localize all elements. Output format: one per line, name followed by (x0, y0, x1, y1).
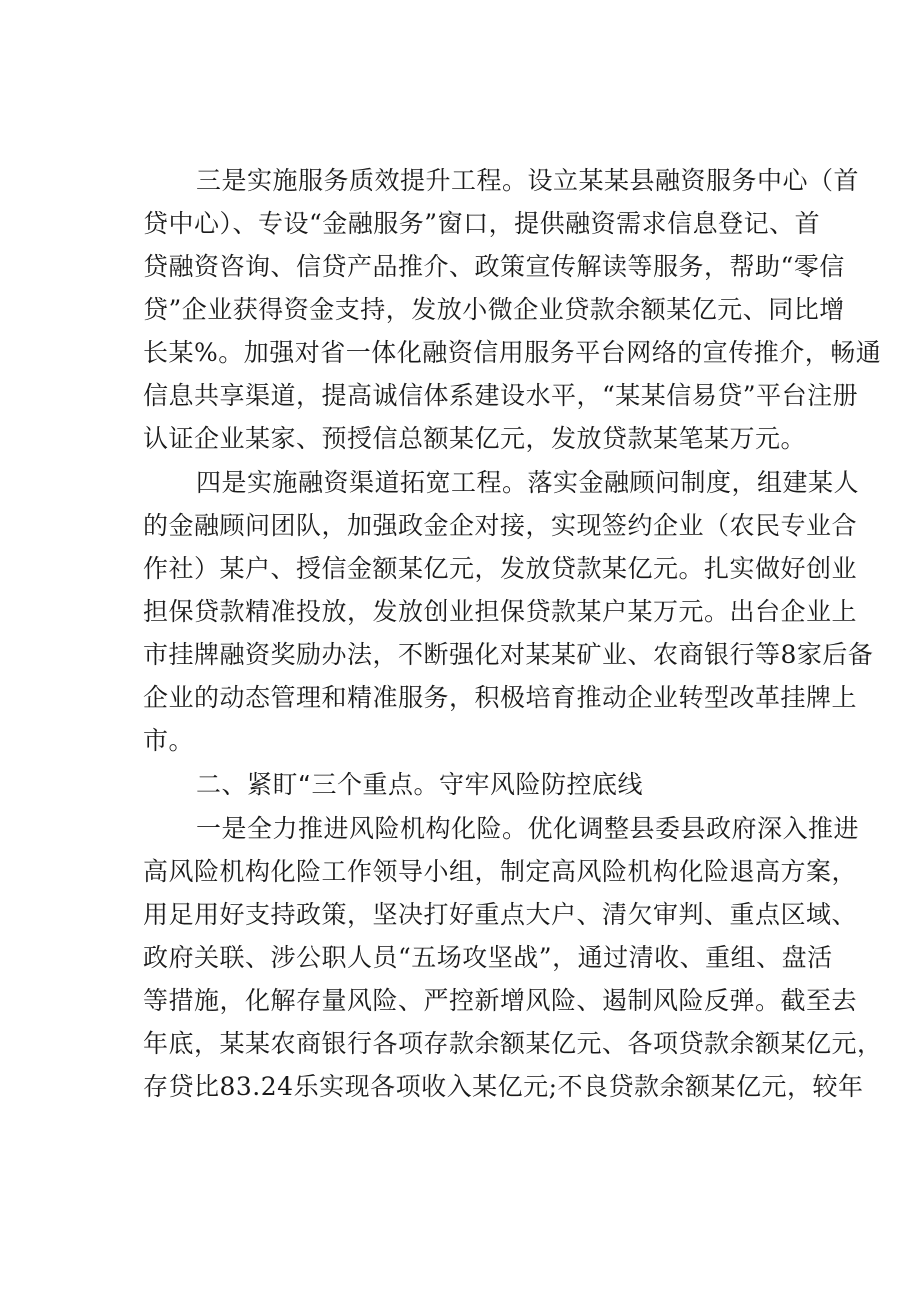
paragraph-3-line-2: 高风险机构化险工作领导小组，制定高风险机构化险退高方案， (143, 857, 858, 886)
paragraph-1-line-2: 贷中心）、专设“金融服务”窗口，提供融资需求信息登记、首 (143, 209, 821, 238)
paragraph-2-line-2: 的金融顾问团队，加强政金企对接，实现签约企业（农民专业合 (143, 511, 858, 540)
paragraph-1-line-6: 信息共享渠道，提高诚信体系建设水平，“某某信易贷”平台注册 (143, 381, 859, 410)
paragraph-3-line-5: 等措施，化解存量风险、严控新增风险、遏制风险反弹。截至去 (143, 986, 858, 1015)
paragraph-2-line-1: 四是实施融资渠道拓宽工程。落实金融顾问制度，组建某人 (196, 468, 860, 497)
paragraph-2-line-6: 企业的动态管理和精准服务，积极培育推动企业转型改革挂牌上 (143, 683, 858, 712)
paragraph-1-line-7: 认证企业某家、预授信总额某亿元，发放贷款某笔某万元。 (143, 424, 807, 453)
paragraph-3-line-4: 政府关联、涉公职人员“五场攻坚战”，通过清收、重组、盘活 (143, 943, 833, 972)
paragraph-2-line-4: 担保贷款精准投放，发放创业担保贷款某户某万元。出台企业上 (143, 597, 858, 626)
paragraph-2-line-3: 作社）某户、授信金额某亿元，发放贷款某亿元。扎实做好创业 (143, 554, 858, 583)
paragraph-3-line-7: 存贷比83.24乐实现各项收入某亿元;不良贷款余额某亿元，较年 (143, 1072, 864, 1101)
paragraph-3-line-6: 年底，某某农商银行各项存款余额某亿元、各项贷款余额某亿元， (143, 1029, 883, 1058)
paragraph-1-line-3: 贷融资咨询、信贷产品推介、政策宣传解读等服务，帮助“零信 (143, 252, 845, 281)
paragraph-3-line-3: 用足用好支持政策，坚决打好重点大户、清欠审判、重点区域、 (143, 900, 858, 929)
paragraph-1-line-4: 贷”企业获得资金支持，发放小微企业贷款余额某亿元、同比增 (143, 295, 845, 324)
paragraph-3-line-1: 一是全力推进风险机构化险。优化调整县委县政府深入推进 (196, 814, 860, 843)
section-heading: 二、紧盯“三个重点。守牢风险防控底线 (196, 770, 643, 799)
paragraph-1-line-1: 三是实施服务质效提升工程。设立某某县融资服务中心（首 (196, 166, 860, 195)
paragraph-2-line-7: 市。 (143, 726, 195, 755)
paragraph-1-line-5: 长某%。加强对省一体化融资信用服务平台网络的宣传推介，畅通 (143, 338, 882, 367)
paragraph-2-line-5: 市挂牌融资奖励办法，不断强化对某某矿业、农商银行等8家后备 (143, 640, 874, 669)
